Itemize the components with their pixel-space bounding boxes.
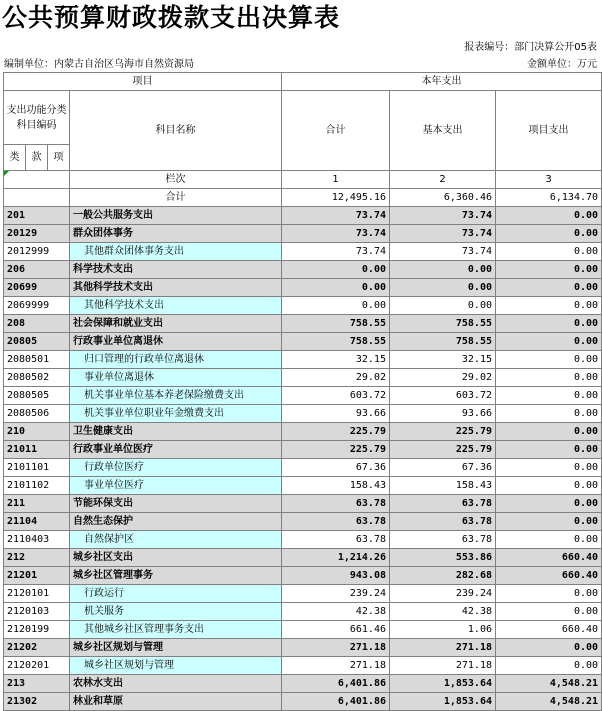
sum-total: 12,495.16	[282, 189, 390, 207]
row-code: 2120101	[4, 585, 70, 603]
row-basic: 758.55	[390, 315, 496, 333]
table-row	[4, 423, 602, 441]
table-row	[4, 477, 602, 495]
table-row	[4, 585, 602, 603]
row-project: 0.00	[496, 603, 602, 621]
row-basic: 0.00	[390, 279, 496, 297]
row-basic: 225.79	[390, 441, 496, 459]
row-project: 0.00	[496, 459, 602, 477]
row-basic: 271.18	[390, 657, 496, 675]
row-code: 2012999	[4, 243, 70, 261]
row-code: 2120201	[4, 657, 70, 675]
row-total: 32.15	[282, 351, 390, 369]
row-code: 20129	[4, 225, 70, 243]
row-code: 21011	[4, 441, 70, 459]
page-title: 公共预算财政拨款支出决算表	[2, 3, 341, 32]
row-name: 城乡社区管理事务	[70, 567, 282, 585]
row-project: 0.00	[496, 297, 602, 315]
row-code: 201	[4, 207, 70, 225]
sum-label: 合计	[70, 189, 282, 207]
table-row	[4, 693, 602, 711]
row-code: 20805	[4, 333, 70, 351]
row-project: 0.00	[496, 207, 602, 225]
row-total: 1,214.26	[282, 549, 390, 567]
row-name: 卫生健康支出	[70, 423, 282, 441]
table-row	[4, 297, 602, 315]
row-project: 0.00	[496, 369, 602, 387]
row-total: 0.00	[282, 261, 390, 279]
table-row	[4, 315, 602, 333]
row-total: 73.74	[282, 225, 390, 243]
row-total: 661.46	[282, 621, 390, 639]
row-basic: 29.02	[390, 369, 496, 387]
row-total: 225.79	[282, 441, 390, 459]
table-row	[4, 567, 602, 585]
row-basic: 225.79	[390, 423, 496, 441]
row-name: 科学技术支出	[70, 261, 282, 279]
row-total: 73.74	[282, 207, 390, 225]
row-project: 0.00	[496, 585, 602, 603]
row-name: 机关事业单位基本养老保险缴费支出	[70, 387, 282, 405]
row-code: 21201	[4, 567, 70, 585]
row-project: 0.00	[496, 279, 602, 297]
row-basic: 1.06	[390, 621, 496, 639]
header-kuan: 款	[26, 145, 48, 171]
row-name: 自然保护区	[70, 531, 282, 549]
row-basic: 32.15	[390, 351, 496, 369]
row-name: 机关服务	[70, 603, 282, 621]
row-basic: 758.55	[390, 333, 496, 351]
row-basic: 1,853.64	[390, 693, 496, 711]
table-row	[4, 405, 602, 423]
row-total: 6,401.86	[282, 675, 390, 693]
amount-unit: 金额单位：万元	[527, 59, 597, 70]
row-total: 943.08	[282, 567, 390, 585]
row-name: 社会保障和就业支出	[70, 315, 282, 333]
table-row	[4, 369, 602, 387]
row-name: 林业和草原	[70, 693, 282, 711]
row-total: 63.78	[282, 531, 390, 549]
row-code: 208	[4, 315, 70, 333]
row-name: 其他科学技术支出	[70, 297, 282, 315]
report-number: 报表编号：部门决算公开05表	[464, 42, 597, 53]
row-total: 63.78	[282, 513, 390, 531]
row-total: 0.00	[282, 297, 390, 315]
row-name: 归口管理的行政单位离退休	[70, 351, 282, 369]
header-name: 科目名称	[70, 91, 282, 171]
col-1: 1	[282, 171, 390, 189]
row-name: 行政单位医疗	[70, 459, 282, 477]
row-code: 21104	[4, 513, 70, 531]
row-basic: 0.00	[390, 297, 496, 315]
table-row	[4, 387, 602, 405]
row-project: 0.00	[496, 261, 602, 279]
row-code: 2080501	[4, 351, 70, 369]
row-name: 农林水支出	[70, 675, 282, 693]
table-row	[4, 531, 602, 549]
header-code: 支出功能分类科目编码	[4, 91, 70, 145]
row-name: 行政事业单位离退休	[70, 333, 282, 351]
table-row	[4, 495, 602, 513]
header-basic: 基本支出	[390, 91, 496, 171]
row-basic: 63.78	[390, 513, 496, 531]
table-row	[4, 261, 602, 279]
row-basic: 1,853.64	[390, 675, 496, 693]
row-code: 2110403	[4, 531, 70, 549]
row-basic: 158.43	[390, 477, 496, 495]
row-code: 21302	[4, 693, 70, 711]
row-code: 206	[4, 261, 70, 279]
row-project: 0.00	[496, 405, 602, 423]
row-name: 城乡社区支出	[70, 549, 282, 567]
row-total: 93.66	[282, 405, 390, 423]
table-row	[4, 603, 602, 621]
row-code: 2120103	[4, 603, 70, 621]
sum-basic: 6,360.46	[390, 189, 496, 207]
col-label: 栏次	[70, 171, 282, 189]
table-row	[4, 351, 602, 369]
row-code: 2101102	[4, 477, 70, 495]
row-project: 0.00	[496, 423, 602, 441]
row-total: 225.79	[282, 423, 390, 441]
table-row	[4, 657, 602, 675]
row-basic: 63.78	[390, 495, 496, 513]
row-name: 机关事业单位职业年金缴费支出	[70, 405, 282, 423]
row-basic: 73.74	[390, 207, 496, 225]
row-total: 758.55	[282, 315, 390, 333]
table-row	[4, 225, 602, 243]
row-project: 0.00	[496, 225, 602, 243]
row-code: 211	[4, 495, 70, 513]
row-code: 20699	[4, 279, 70, 297]
expenditure-table	[3, 72, 602, 711]
header-item: 项目	[4, 73, 282, 91]
sum-blank	[4, 189, 70, 207]
row-total: 0.00	[282, 279, 390, 297]
row-name: 自然生态保护	[70, 513, 282, 531]
row-project: 0.00	[496, 531, 602, 549]
row-name: 群众团体事务	[70, 225, 282, 243]
row-project: 660.40	[496, 567, 602, 585]
row-total: 42.38	[282, 603, 390, 621]
row-project: 4,548.21	[496, 675, 602, 693]
row-project: 0.00	[496, 639, 602, 657]
row-total: 73.74	[282, 243, 390, 261]
row-name: 其他群众团体事务支出	[70, 243, 282, 261]
table-row	[4, 549, 602, 567]
row-project: 0.00	[496, 387, 602, 405]
header-project: 项目支出	[496, 91, 602, 171]
row-project: 0.00	[496, 513, 602, 531]
row-project: 0.00	[496, 315, 602, 333]
row-basic: 73.74	[390, 243, 496, 261]
row-basic: 603.72	[390, 387, 496, 405]
row-total: 758.55	[282, 333, 390, 351]
row-total: 6,401.86	[282, 693, 390, 711]
row-code: 2080506	[4, 405, 70, 423]
table-row	[4, 675, 602, 693]
row-basic: 239.24	[390, 585, 496, 603]
row-total: 29.02	[282, 369, 390, 387]
row-total: 271.18	[282, 657, 390, 675]
row-project: 660.40	[496, 621, 602, 639]
row-project: 0.00	[496, 441, 602, 459]
row-code: 2069999	[4, 297, 70, 315]
table-row	[4, 621, 602, 639]
row-name: 事业单位离退休	[70, 369, 282, 387]
row-project: 0.00	[496, 477, 602, 495]
table-row	[4, 207, 602, 225]
row-basic: 63.78	[390, 531, 496, 549]
row-name: 节能环保支出	[70, 495, 282, 513]
row-code: 21202	[4, 639, 70, 657]
col-2: 2	[390, 171, 496, 189]
row-code: 2120199	[4, 621, 70, 639]
row-code: 2101101	[4, 459, 70, 477]
row-total: 158.43	[282, 477, 390, 495]
table-row	[4, 459, 602, 477]
row-name: 城乡社区规划与管理	[70, 657, 282, 675]
table-row	[4, 333, 602, 351]
row-name: 其他城乡社区管理事务支出	[70, 621, 282, 639]
row-project: 0.00	[496, 351, 602, 369]
row-code: 2080505	[4, 387, 70, 405]
row-name: 一般公共服务支出	[70, 207, 282, 225]
header-total: 合计	[282, 91, 390, 171]
row-project: 0.00	[496, 333, 602, 351]
header-xiang: 项	[48, 145, 70, 171]
row-code: 2080502	[4, 369, 70, 387]
row-total: 63.78	[282, 495, 390, 513]
row-total: 271.18	[282, 639, 390, 657]
row-total: 67.36	[282, 459, 390, 477]
table-row	[4, 513, 602, 531]
table-row	[4, 279, 602, 297]
row-code: 213	[4, 675, 70, 693]
row-name: 行政运行	[70, 585, 282, 603]
row-basic: 271.18	[390, 639, 496, 657]
row-total: 603.72	[282, 387, 390, 405]
col-3: 3	[496, 171, 602, 189]
row-basic: 67.36	[390, 459, 496, 477]
row-name: 城乡社区规划与管理	[70, 639, 282, 657]
row-project: 660.40	[496, 549, 602, 567]
sum-project: 6,134.70	[496, 189, 602, 207]
compiler-unit: 编制单位：内蒙古自治区乌海市自然资源局	[4, 59, 194, 70]
row-basic: 93.66	[390, 405, 496, 423]
row-project: 4,548.21	[496, 693, 602, 711]
table-row	[4, 639, 602, 657]
row-total: 239.24	[282, 585, 390, 603]
row-basic: 73.74	[390, 225, 496, 243]
row-project: 0.00	[496, 243, 602, 261]
row-basic: 282.68	[390, 567, 496, 585]
col-label-blank	[4, 171, 70, 189]
header-lei: 类	[4, 145, 26, 171]
row-basic: 0.00	[390, 261, 496, 279]
table-row	[4, 243, 602, 261]
row-name: 行政事业单位医疗	[70, 441, 282, 459]
row-code: 212	[4, 549, 70, 567]
row-project: 0.00	[496, 495, 602, 513]
row-basic: 42.38	[390, 603, 496, 621]
row-project: 0.00	[496, 657, 602, 675]
row-code: 210	[4, 423, 70, 441]
table-row	[4, 441, 602, 459]
row-name: 事业单位医疗	[70, 477, 282, 495]
row-name: 其他科学技术支出	[70, 279, 282, 297]
row-basic: 553.86	[390, 549, 496, 567]
header-current-year: 本年支出	[282, 73, 602, 91]
